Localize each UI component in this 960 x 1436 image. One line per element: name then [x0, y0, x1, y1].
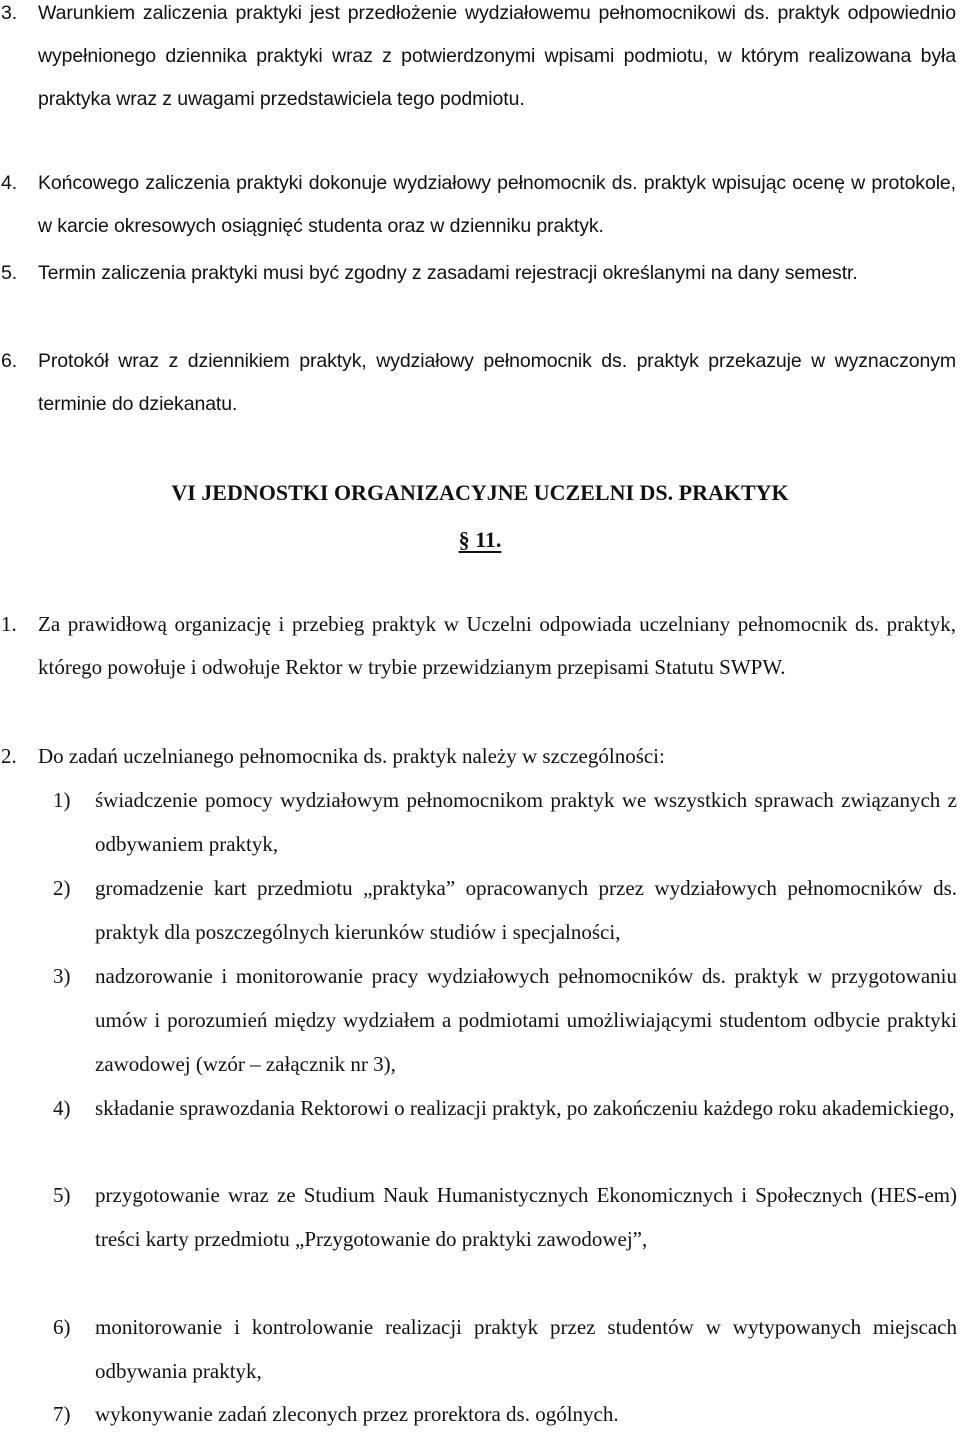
subitem-text: nadzorowanie i monitorowanie pracy wydziałowych pełnomocników ds. praktyk w przygotowaniu umów i porozumień między wydziałem a podmiotami umożliwiającymi studentom odbycie praktyki zawodowej (wzór – załącznik nr 3),	[95, 964, 957, 1076]
paragraph-6	[1, 340, 956, 426]
paragraph-1	[1, 603, 956, 689]
subitem-text: przygotowanie wraz ze Studium Nauk Humanistycznych Ekonomicznych i Społecznych (HES-em) treści karty przedmiotu „Przygotowanie do praktyki zawodowej”,	[95, 1183, 957, 1251]
paragraph-number: 1.	[1, 612, 17, 636]
subitem-number: 1)	[53, 788, 71, 812]
subitem-number: 4)	[53, 1096, 71, 1120]
paragraph-number: 2.	[1, 744, 17, 768]
paragraph-text: Protokół wraz z dziennikiem praktyk, wydziałowy pełnomocnik ds. praktyk przekazuje w wyznaczonym terminie do dziekanatu.	[38, 350, 956, 415]
subitem-text: monitorowanie i kontrolowanie realizacji praktyk przez studentów w wytypowanych miejscach odbywania praktyk,	[95, 1315, 957, 1383]
paragraph-2	[1, 735, 956, 778]
paragraph-number: 6.	[1, 350, 18, 372]
subitem-6	[53, 1305, 957, 1393]
paragraph-number: 3.	[1, 2, 18, 24]
subitem-text: wykonywanie zadań zleconych przez prorektora ds. ogólnych.	[95, 1402, 619, 1426]
paragraph-4	[1, 162, 956, 248]
subitem-number: 3)	[53, 964, 71, 988]
paragraph-text: Termin zaliczenia praktyki musi być zgodny z zasadami rejestracji określanymi na dany semestr.	[38, 262, 858, 284]
subitem-5	[53, 1173, 957, 1261]
subitem-3	[53, 954, 957, 1086]
subitem-number: 2)	[53, 876, 71, 900]
paragraph-5	[1, 252, 956, 295]
paragraph-number: 4.	[1, 172, 18, 194]
subitem-1	[53, 778, 957, 866]
subitem-text: świadczenie pomocy wydziałowym pełnomocnikom praktyk we wszystkich sprawach związanych z odbywaniem praktyk,	[95, 788, 957, 856]
paragraph-3	[1, 0, 956, 121]
paragraph-text: Do zadań uczelnianego pełnomocnika ds. praktyk należy w szczególności:	[38, 744, 665, 768]
paragraph-text: Za prawidłową organizację i przebieg praktyk w Uczelni odpowiada uczelniany pełnomocnik ds. praktyk, którego powołuje i odwołuje Rektor w trybie przewidzianym przepisami Statutu SWPW.	[38, 612, 956, 679]
article-number	[0, 527, 960, 553]
subitem-7	[53, 1392, 957, 1436]
article-number-text: § 11.	[458, 527, 502, 552]
subitem-number: 5)	[53, 1183, 71, 1207]
paragraph-text: Warunkiem zaliczenia praktyki jest przedłożenie wydziałowemu pełnomocnikowi ds. praktyk odpowiednio wypełnionego dziennika praktyki wraz z potwierdzonymi wpisami podmiotu, w którym realizowana była praktyka wraz z uwagami przedstawiciela tego podmiotu.	[38, 2, 956, 110]
section-heading: VI JEDNOSTKI ORGANIZACYJNE UCZELNI DS. PRAKTYK	[171, 480, 789, 505]
subitem-number: 7)	[53, 1402, 71, 1426]
subitem-text: składanie sprawozdania Rektorowi o realizacji praktyk, po zakończeniu każdego roku akademickiego,	[95, 1096, 955, 1120]
subitem-number: 6)	[53, 1315, 71, 1339]
subitem-text: gromadzenie kart przedmiotu „praktyka” opracowanych przez wydziałowych pełnomocników ds. praktyk dla poszczególnych kierunków studiów i specjalności,	[95, 876, 957, 944]
subitem-2	[53, 866, 957, 954]
subitem-4	[53, 1086, 957, 1130]
paragraph-text: Końcowego zaliczenia praktyki dokonuje wydziałowy pełnomocnik ds. praktyk wpisując ocenę w protokole, w karcie okresowych osiągnięć studenta oraz w dzienniku praktyk.	[38, 172, 956, 237]
paragraph-number: 5.	[1, 262, 18, 284]
